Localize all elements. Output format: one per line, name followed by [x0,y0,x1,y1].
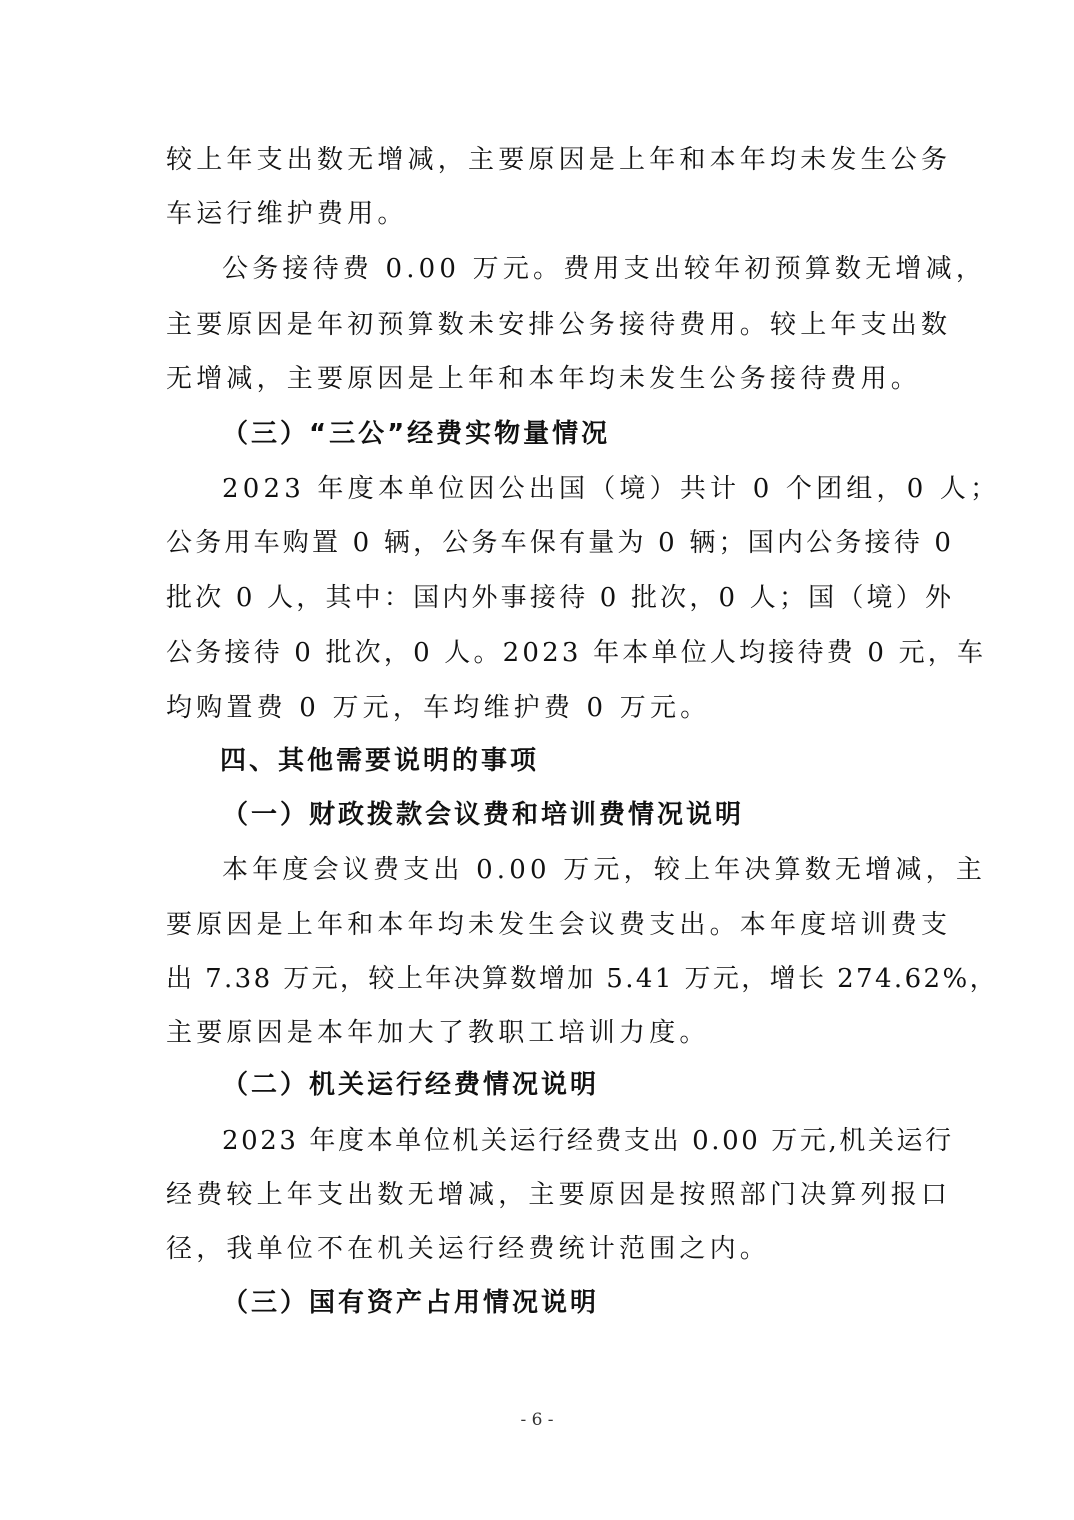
section-heading: （一）财政拨款会议费和培训费情况说明 [222,800,745,830]
paragraph-line: 车运行维护费用。 [166,199,408,229]
paragraph-line: 本年度会议费支出 0.00 万元，较上年决算数无增减，主 [222,855,987,885]
paragraph-line: 出 7.38 万元，较上年决算数增加 5.41 万元，增长 274.62%， [166,964,998,994]
paragraph-line: 径，我单位不在机关运行经费统计范围之内。 [166,1234,771,1264]
section-heading: （二）机关运行经费情况说明 [222,1070,600,1100]
section-heading: （三）“三公”经费实物量情况 [222,419,611,449]
paragraph-line: 主要原因是年初预算数未安排公务接待费用。较上年支出数 [166,310,952,340]
paragraph-line: 2023 年度本单位因公出国（境）共计 0 个团组，0 人； [222,474,1001,504]
paragraph-line: 公务接待 0 批次，0 人。2023 年本单位人均接待费 0 元，车 [166,638,987,668]
page-number: - 6 - [520,1410,554,1430]
paragraph-line: 公务接待费 0.00 万元。费用支出较年初预算数无增减， [222,254,987,284]
paragraph-line: 均购置费 0 万元，车均维护费 0 万元。 [166,693,711,723]
paragraph-line: 较上年支出数无增减，主要原因是上年和本年均未发生公务 [166,145,952,175]
paragraph-line: 经费较上年支出数无增减，主要原因是按照部门决算列报口 [166,1180,952,1210]
paragraph-line: 无增减，主要原因是上年和本年均未发生公务接待费用。 [166,364,922,394]
paragraph-line: 批次 0 人，其中：国内外事接待 0 批次，0 人；国（境）外 [166,583,955,613]
paragraph-line: 2023 年度本单位机关运行经费支出 0.00 万元,机关运行 [222,1126,954,1156]
chapter-heading: 四、其他需要说明的事项 [220,746,540,776]
paragraph-line: 主要原因是本年加大了教职工培训力度。 [166,1018,710,1048]
paragraph-line: 公务用车购置 0 辆，公务车保有量为 0 辆；国内公务接待 0 [166,528,955,558]
section-heading: （三）国有资产占用情况说明 [222,1288,600,1318]
paragraph-line: 要原因是上年和本年均未发生会议费支出。本年度培训费支 [166,910,952,940]
